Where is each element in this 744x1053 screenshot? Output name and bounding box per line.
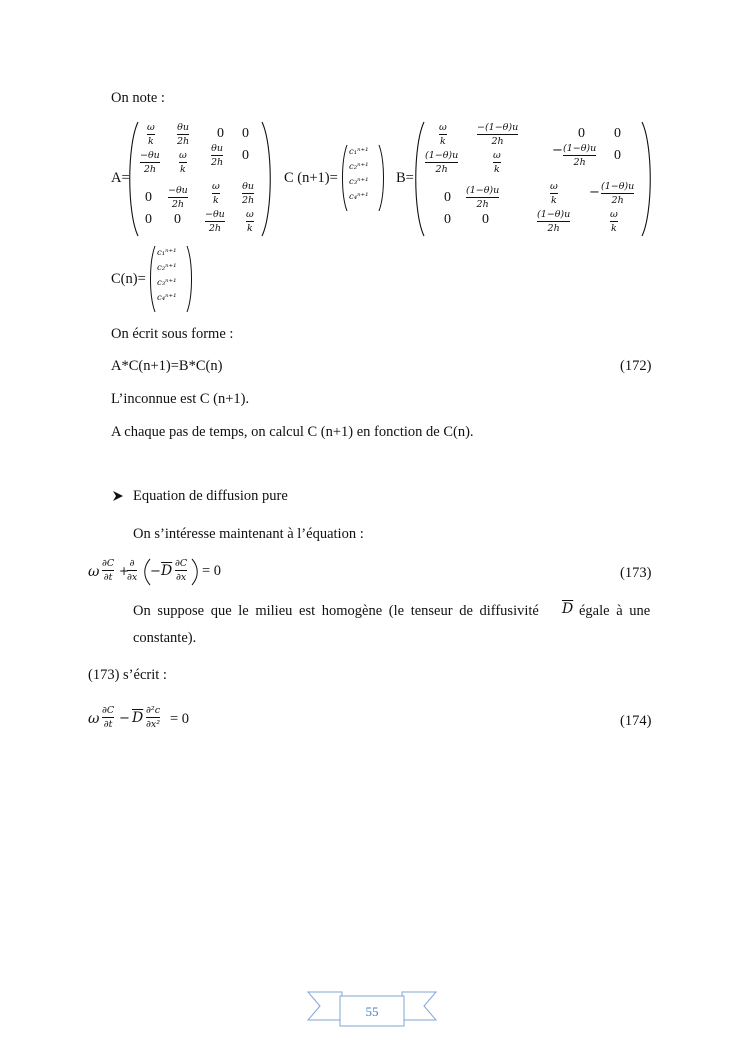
equation-174-number: (174) <box>620 713 652 729</box>
vector-cn-c3: c₃ⁿ⁺¹ <box>157 278 177 288</box>
arrowhead-bullet-icon <box>112 490 124 502</box>
eq173-right-paren <box>190 557 200 587</box>
b12-frac: −(1−θ)u 2h <box>477 122 519 147</box>
a34-frac: θu 2h <box>242 181 255 206</box>
vector-cn1-c2: c₂ⁿ⁺¹ <box>349 162 369 172</box>
a43-frac: −θu 2h <box>205 209 225 234</box>
chaque-pas-text: A chaque pas de temps, on calcul C (n+1) en fonction de C(n). <box>111 424 474 440</box>
a42-zero: 0 <box>174 212 181 227</box>
b34-minus: − <box>589 185 600 200</box>
eq174-omega: ω <box>88 711 100 727</box>
a31-zero: 0 <box>145 190 152 205</box>
a14-zero: 0 <box>242 126 249 141</box>
b22-frac: ω k <box>493 150 501 175</box>
interesse-text: On s’intéresse maintenant à l’équation : <box>133 526 364 542</box>
a23-frac: θu 2h <box>211 143 224 168</box>
eq174-dcdt: ∂C ∂t <box>102 705 115 730</box>
suppose-line-1: On suppose que le milieu est homogène (le tenseur de diffusivité <box>133 603 539 619</box>
b33-frac: ω k <box>550 181 558 206</box>
vector-cn-c1: c₁ⁿ⁺¹ <box>157 248 177 258</box>
eq173-dcdt: ∂C ∂t <box>102 558 115 583</box>
eq174-tensor-d: $\overline{D}$ <box>132 710 144 726</box>
b13-zero: 0 <box>578 126 585 141</box>
a44-frac: ω k <box>246 209 254 234</box>
matrix-b-label: B= <box>396 170 414 186</box>
a33-frac: ω k <box>212 181 220 206</box>
b32-frac: (1−θ)u 2h <box>466 185 500 210</box>
section-heading-diffusion: Equation de diffusion pure <box>133 488 288 504</box>
vector-cn1-c1: c₁ⁿ⁺¹ <box>349 147 369 157</box>
a22-frac: ω k <box>179 150 187 175</box>
b23-minus: − <box>552 143 563 158</box>
eq174-equals-zero: = 0 <box>170 711 190 727</box>
vector-cn1-label: C (n+1)= <box>284 170 338 186</box>
eq173-equals-zero: = 0 <box>202 563 222 579</box>
b42-zero: 0 <box>482 212 489 227</box>
suppose-line-2: constante). <box>133 630 197 646</box>
ecrit-173-text: (173) s’écrit : <box>88 667 167 683</box>
vector-cn-label: C(n)= <box>111 271 146 287</box>
a21-frac: −θu 2h <box>140 150 160 175</box>
b11-frac: ω k <box>439 122 447 147</box>
b43-frac: (1−θ)u 2h <box>537 209 571 234</box>
eq174-d2cdx2: ∂²c ∂x² <box>146 705 161 730</box>
b34-frac: (1−θ)u 2h <box>601 181 635 206</box>
b23-frac: (1−θ)u 2h <box>563 143 597 168</box>
suppose-tensor-d: $\overline{D}$ <box>562 601 574 617</box>
eq173-ddx: ∂ ∂x <box>127 558 138 583</box>
eq173-plus: + <box>119 564 130 578</box>
a13-zero: 0 <box>217 126 224 141</box>
equation-173-number: (173) <box>620 565 652 581</box>
a12-frac: θu 2h <box>177 122 190 147</box>
a32-frac: −θu 2h <box>168 185 188 210</box>
eq173-tensor-d: $\overline{D}$ <box>161 563 173 579</box>
b41-zero: 0 <box>444 212 451 227</box>
vector-cn1-c4: c₄ⁿ⁺¹ <box>349 192 369 202</box>
a24-zero: 0 <box>242 148 249 163</box>
eq173-dcdx: ∂C ∂x <box>175 558 188 583</box>
vector-cn-c2: c₂ⁿ⁺¹ <box>157 263 177 273</box>
inconnue-text: L’inconnue est C (n+1). <box>111 391 250 407</box>
on-note-text: On note : <box>111 90 165 106</box>
b44-frac: ω k <box>610 209 618 234</box>
vector-cn1-c3: c₃ⁿ⁺¹ <box>349 177 369 187</box>
vector-cn-c4: c₄ⁿ⁺¹ <box>157 293 177 303</box>
matrix-a-label: A= <box>111 170 130 186</box>
eq173-omega: ω <box>88 564 100 580</box>
b24-zero: 0 <box>614 148 621 163</box>
b21-frac: (1−θ)u 2h <box>425 150 459 175</box>
eq174-minus: − <box>119 711 130 726</box>
a41-zero: 0 <box>145 212 152 227</box>
page-number: 55 <box>365 1004 379 1019</box>
b31-zero: 0 <box>444 190 451 205</box>
a11-frac: ω k <box>147 122 155 147</box>
suppose-line-1-end: égale à une <box>579 603 651 619</box>
equation-172-number: (172) <box>620 358 652 374</box>
equation-172: A*C(n+1)=B*C(n) <box>111 358 223 374</box>
on-ecrit-text: On écrit sous forme : <box>111 326 234 342</box>
eq173-minus: − <box>150 564 161 579</box>
b14-zero: 0 <box>614 126 621 141</box>
